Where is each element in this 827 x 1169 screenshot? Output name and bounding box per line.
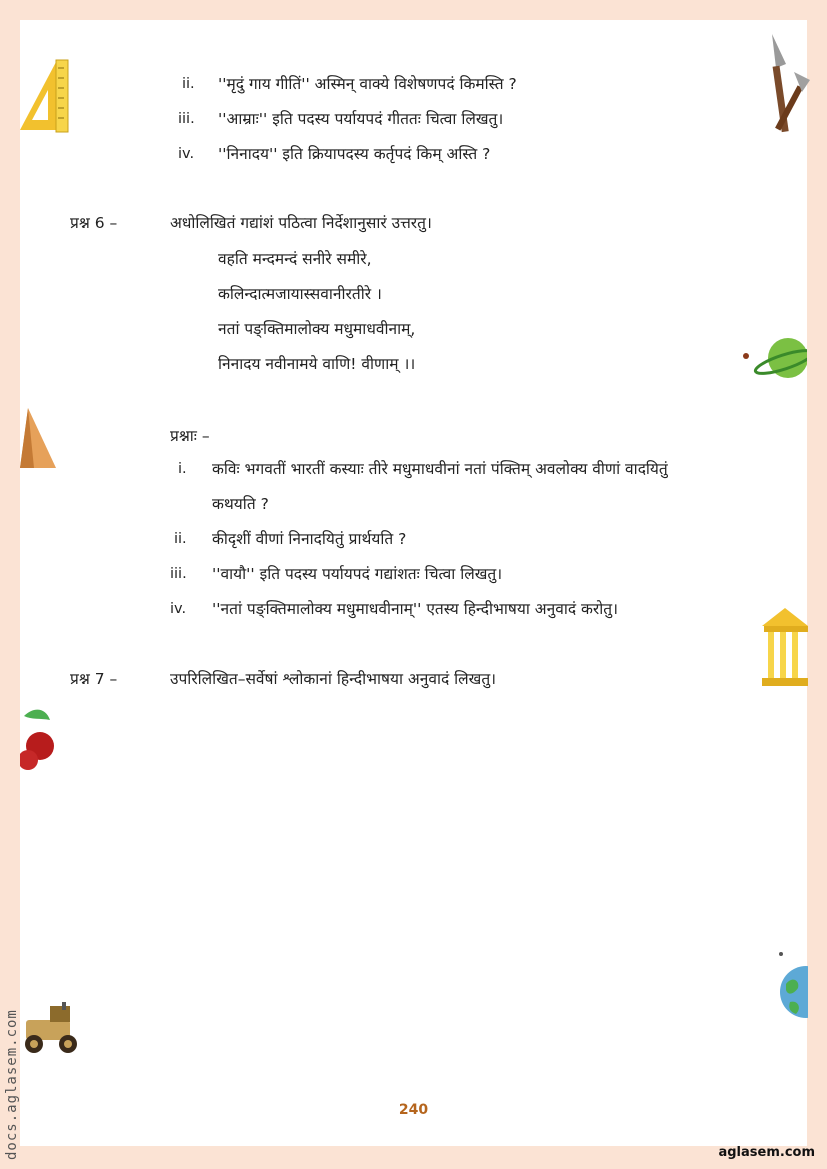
q6-question-text: ''नतां पङ्क्तिमालोक्य मधुमाधवीनाम्'' एतस्य हिन्दीभाषया अनुवादं करोतु। xyxy=(212,600,618,618)
verse-line: कलिन्दात्मजायास्सवानीरतीरे । xyxy=(218,285,382,303)
q7-instruction: उपरिलिखित–सर्वेषां श्लोकानां हिन्दीभाषया अनुवादं लिखतु। xyxy=(170,670,497,688)
page-number: 240 xyxy=(398,1102,429,1118)
q5-item-text: ''मृदुं गाय गीतिं'' अस्मिन् वाक्ये विशेषणपदं किमस्ति ? xyxy=(218,75,517,93)
verse-line: निनादय नवीनामये वाणि! वीणाम् ।। xyxy=(218,355,416,373)
q6-question-number: iii. xyxy=(170,566,187,582)
brand-link[interactable]: aglasem.com xyxy=(718,1145,815,1160)
q5-item-number: iii. xyxy=(178,111,195,127)
planet-icon xyxy=(740,334,807,384)
verse-line: नतां पङ्क्तिमालोक्य मधुमाधवीनाम्, xyxy=(218,320,416,338)
watermark-text: docs.aglasem.com xyxy=(4,1009,20,1160)
fruit-icon xyxy=(20,706,56,776)
q6-question-number: ii. xyxy=(174,531,187,547)
q5-item-number: iv. xyxy=(178,146,195,162)
q6-question-number: i. xyxy=(178,461,187,477)
ruler-triangle-icon xyxy=(20,58,70,134)
q5-item-number: ii. xyxy=(182,76,195,92)
q6-label: प्रश्न 6 – xyxy=(70,214,118,232)
q6-question-number: iv. xyxy=(170,601,187,617)
earth-globe-icon xyxy=(778,950,808,1020)
verse-line: वहति मन्दमन्दं सनीरे समीरे, xyxy=(218,250,372,268)
q5-item-text: ''निनादय'' इति क्रियापदस्य कर्तृपदं किम् अस्ति ? xyxy=(218,145,491,163)
q6-question-text: कविः भगवतीं भारतीं कस्याः तीरे मधुमाधवीनां नतां पंक्तिम् अवलोक्य वीणां वादयितुं xyxy=(212,460,668,478)
q6-instruction: अधोलिखितं गद्यांशं पठित्वा निर्देशानुसारं उत्तरतु। xyxy=(170,214,432,232)
q5-item-text: ''आम्राः'' इति पदस्य पर्यायपदं गीततः चित्वा लिखतु। xyxy=(218,110,504,128)
vintage-car-icon xyxy=(20,1000,84,1058)
temple-icon xyxy=(762,608,808,686)
q6-questions-label: प्रश्नाः – xyxy=(170,427,210,445)
q6-question-text-continued: कथयति ? xyxy=(212,495,269,513)
q6-question-text: कीदृशीं वीणां निनादयितुं प्रार्थयति ? xyxy=(212,530,407,548)
pyramid-icon xyxy=(20,408,58,470)
stone-tools-icon xyxy=(764,34,814,136)
q6-question-text: ''वायौ'' इति पदस्य पर्यायपदं गद्यांशतः चित्वा लिखतु। xyxy=(212,565,503,583)
q7-label: प्रश्न 7 – xyxy=(70,670,118,688)
